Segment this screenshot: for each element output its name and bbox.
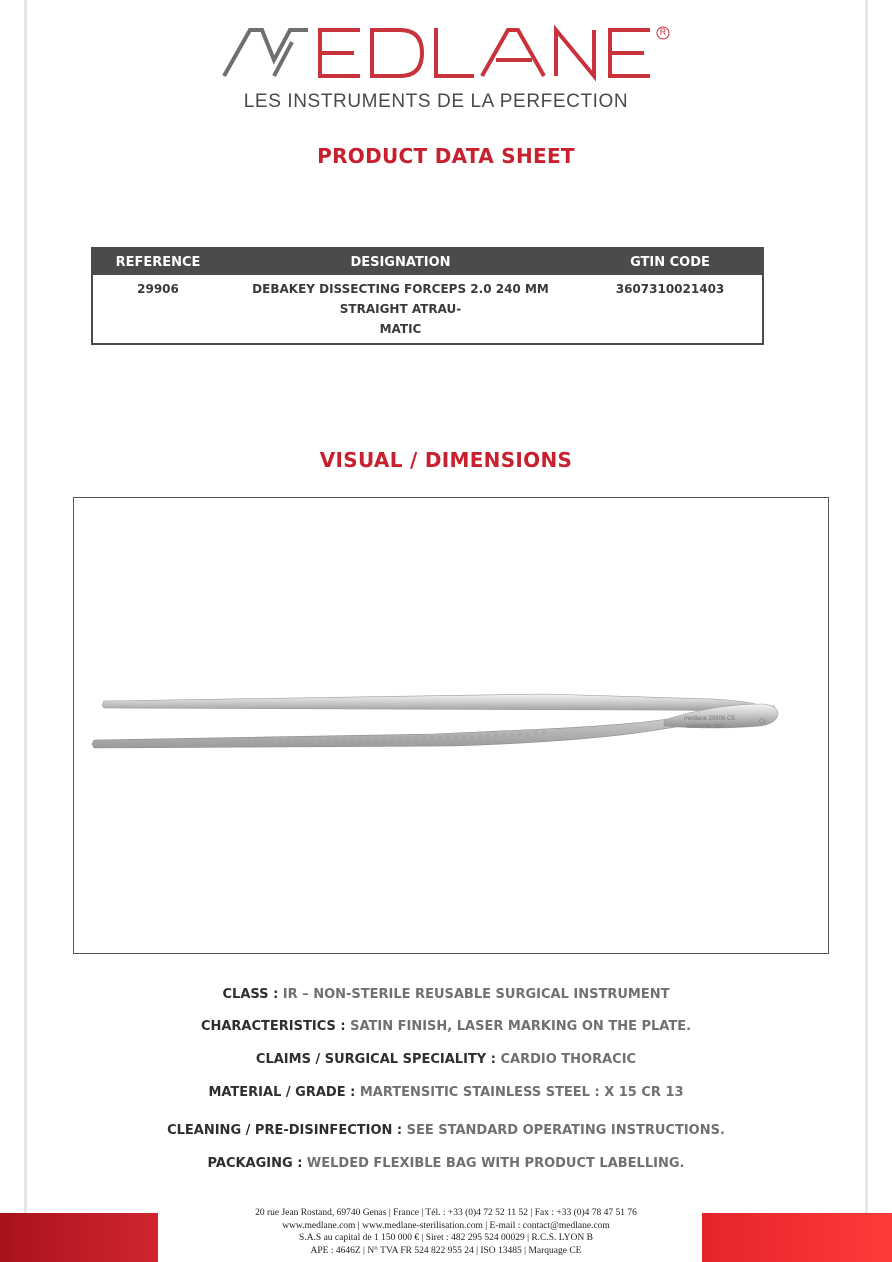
header-reference: REFERENCE xyxy=(92,248,223,275)
visual-dimensions-title: VISUAL / DIMENSIONS xyxy=(319,448,573,472)
engraving-line-2: GARANTIE 2021 xyxy=(686,724,725,730)
spec-material-label: MATERIAL / GRADE : xyxy=(208,1085,356,1100)
spec-claims xyxy=(0,1052,892,1067)
medlane-wordmark-graphic xyxy=(222,22,672,92)
spec-characteristics xyxy=(0,1019,892,1034)
reference-table xyxy=(91,247,764,345)
spec-cleaning-value: SEE STANDARD OPERATING INSTRUCTIONS. xyxy=(402,1123,725,1138)
product-visual-box xyxy=(73,497,829,954)
forceps-illustration xyxy=(74,498,828,953)
table-header-row xyxy=(92,248,763,275)
forceps-lower-arm xyxy=(92,706,774,748)
spec-packaging xyxy=(0,1156,892,1171)
spec-class xyxy=(0,987,892,1002)
spec-characteristics-label: CHARACTERISTICS : xyxy=(200,1019,346,1034)
spec-material-value: MARTENSITIC STAINLESS STEEL : X 15 CR 13 xyxy=(355,1085,684,1100)
spec-packaging-value: WELDED FLEXIBLE BAG WITH PRODUCT LABELLING. xyxy=(302,1156,685,1171)
designation-line-2: MATIC xyxy=(379,322,422,336)
footer-line-3: S.A.S au capital de 1 150 000 € | Siret : 482 295 524 00029 | R.C.S. LYON B xyxy=(299,1233,593,1243)
spec-class-value: IR – NON-STERILE REUSABLE SURGICAL INSTRUMENT xyxy=(278,987,670,1002)
product-data-sheet-title: PRODUCT DATA SHEET xyxy=(317,144,575,168)
brand-tagline: LES INSTRUMENTS DE LA PERFECTION xyxy=(243,91,629,112)
forceps-upper-arm xyxy=(102,694,768,714)
header-designation: DESIGNATION xyxy=(223,248,578,275)
spec-cleaning-label: CLEANING / PRE-DISINFECTION : xyxy=(167,1123,403,1138)
header-gtin-code: GTIN CODE xyxy=(578,248,763,275)
brand-logo xyxy=(222,22,672,117)
cell-gtin: 3607310021403 xyxy=(615,282,725,296)
spec-characteristics-value: SATIN FINISH, LASER MARKING ON THE PLATE. xyxy=(345,1019,692,1034)
footer-line-2: www.medlane.com | www.medlane-sterilisation.com | E-mail : contact@medlane.com xyxy=(282,1220,610,1231)
registered-mark: R xyxy=(659,27,667,37)
designation-line-1: DEBAKEY DISSECTING FORCEPS 2.0 240 MM STRAIGHT ATRAU- xyxy=(252,282,549,316)
footer-line-1: 20 rue Jean Rostand, 69740 Genas | France | Tél. : +33 (0)4 72 52 11 52 | Fax : +33 (0)4 78 47 51 76 xyxy=(255,1208,637,1218)
right-border-line xyxy=(865,0,868,1262)
cell-designation xyxy=(223,275,578,344)
spec-packaging-label: PACKAGING : xyxy=(207,1156,303,1171)
spec-claims-label: CLAIMS / SURGICAL SPECIALITY : xyxy=(255,1052,496,1067)
cell-reference: 29906 xyxy=(137,282,179,296)
footer-line-4: APE : 4646Z | N° TVA FR 524 822 955 24 | ISO 13485 | Marquage CE xyxy=(310,1245,582,1256)
spec-material xyxy=(0,1085,892,1100)
footer-address xyxy=(0,1207,892,1257)
table-row xyxy=(92,275,763,344)
spec-class-label: CLASS : xyxy=(222,987,279,1002)
spec-claims-value: CARDIO THORACIC xyxy=(495,1052,637,1067)
spec-cleaning xyxy=(0,1123,892,1138)
left-border-line xyxy=(24,0,27,1262)
engraving-line-1: medlane 29906 CE xyxy=(684,716,736,722)
